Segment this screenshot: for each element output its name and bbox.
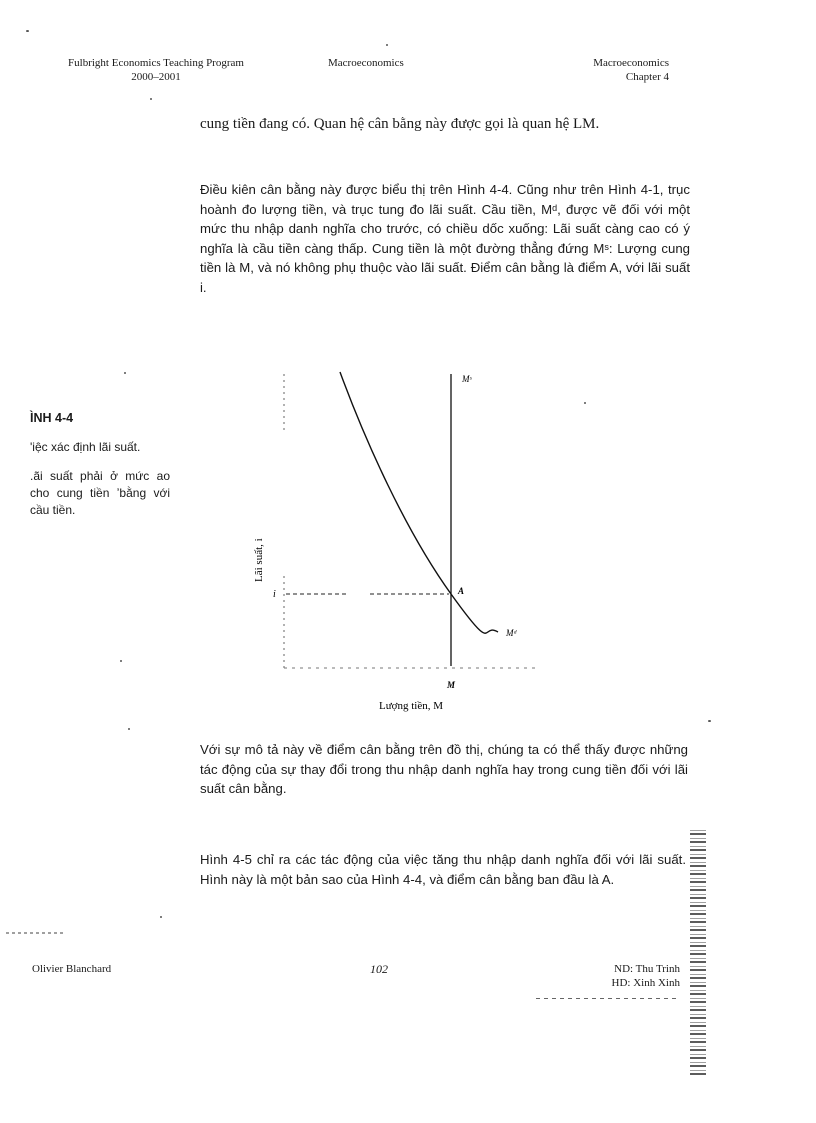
figure-caption-block [30,410,170,519]
footer-page-number: 102 [370,962,388,976]
scan-edge-right [690,830,706,1075]
y-axis-label: Lãi suất, i [253,538,265,582]
scan-noise [160,916,162,918]
header-chapter: Chapter 4 [625,71,669,83]
footer-credits [560,962,680,990]
footer-translator: ND: Thu Trinh [614,963,680,975]
figure-caption-note: .ãi suất phải ở mức ao cho cung tiền ʼbằng với cầu tiền. [30,469,170,517]
figure-number: ÌNH 4-4 [30,411,74,425]
footer-editor: HD: Xinh Xinh [611,977,680,989]
header-years: 2000–2001 [131,71,181,83]
header-course: Macroeconomics [593,57,669,69]
scan-noise [584,402,586,404]
interest-rate-tick-label: i [273,589,276,600]
equilibrium-point-label: A [458,586,465,596]
scan-smudge-left [6,932,66,934]
paragraph-3: Với sự mô tả này về điểm cân bằng trên đồ thị, chúng ta có thể thấy được những tác động của sự thay đổi trong thu nhập danh nghĩa hay trong cung tiền đối với lãi suất cân bằng. [200,742,688,796]
paragraph-4: Hình 4-5 chỉ ra các tác động của việc tăng thu nhập danh nghĩa đối với lãi suất. Hình này là một bản sao của Hình 4-4, và điểm cân bằng ban đầu là A. [200,852,686,887]
money-quantity-tick-label: M [447,680,456,690]
header-right [545,56,669,84]
demand-label: Mᵈ [506,628,517,638]
header-left [36,56,276,84]
footer-author: Olivier Blanchard [32,963,112,975]
paragraph-1: cung tiền đang có. Quan hệ cân bằng này được gọi là quan hệ LM. [200,116,600,132]
scan-noise [124,372,126,374]
figure-caption-title: 'iệc xác định lãi suất. [30,440,141,454]
scan-dash-bottom [536,998,676,999]
paragraph-2: Điều kiên cân bằng này được biểu thị trên Hình 4-4. Cũng như trên Hình 4-1, trục hoành đo lượng tiền, và trục tung đo lãi suất. Cầu tiền, Mᵈ, được vẽ đối với một mức thu nhập danh nghĩa cho trước, có chiều dốc xuống: Lãi suất càng cao có ý nghĩa là cầu tiền càng thấp. Cung tiền là một đường thẳng đứng Mˢ: Lượng cung tiền là M, và nó không phụ thuộc vào lãi suất. Điểm cân bằng là điểm A, với lãi suất i. [200,182,690,295]
supply-label: Mˢ [462,374,472,384]
money-market-diagram [240,360,560,720]
scan-noise [26,30,29,32]
header-program: Fulbright Economics Teaching Program [68,57,244,69]
scan-noise [150,98,152,100]
x-axis-label: Lượng tiền, M [378,700,444,712]
scan-noise [386,44,388,46]
header-center: Macroeconomics [328,57,404,69]
scan-noise [120,660,122,662]
scan-noise [128,728,130,730]
scan-noise [708,720,711,722]
